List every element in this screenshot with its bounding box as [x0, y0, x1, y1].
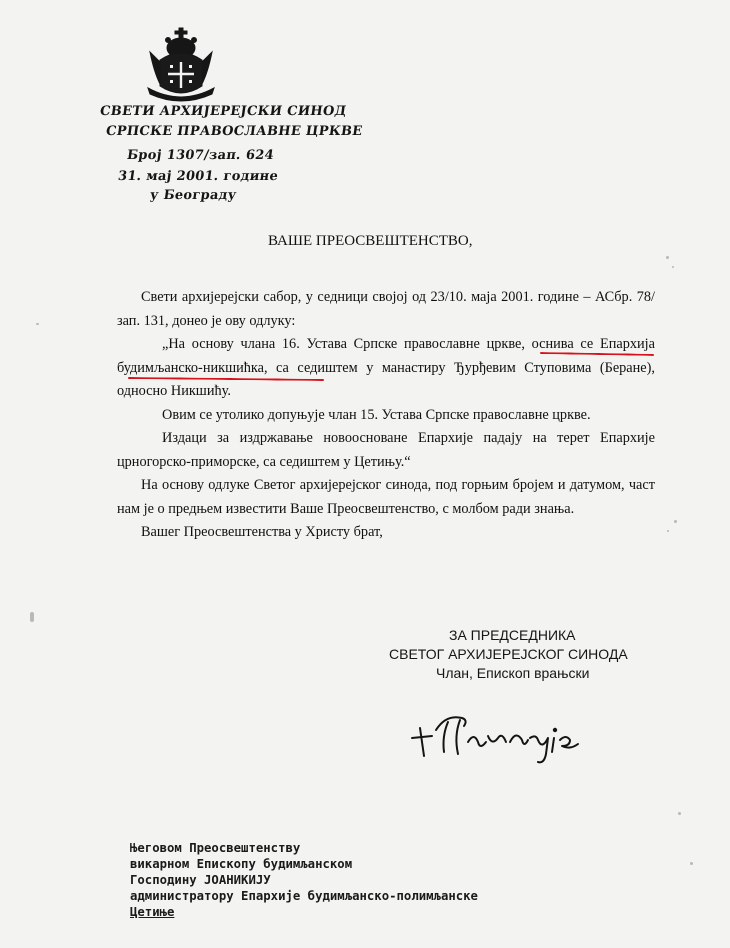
- document-number: Број 1307/зап. 624: [125, 148, 275, 163]
- addressee-line: викарном Епископу будимљанском: [130, 857, 353, 871]
- paragraph-notification: На основу одлуке Светог архијерејског синода, под горњим бројем и датумом, част нам је о предњем известити Ваше Преосвештенство, с молбом ради знања.: [117, 477, 655, 517]
- document-date: 31. мај 2001. године: [116, 169, 280, 184]
- paragraph-decision-quote: „На основу члана 16. Устава Српске православне цркве, оснива се Епархија будимљанско-никшићка, са седиштем у манастиру Ђурђевим Ступовима (Беране), односно Никшићу.: [117, 336, 655, 399]
- paragraph-expenses: Издаци за издржавање новоосноване Епархије падају на терет Епархије црногорско-приморске, са седиштем у Цетињу.“: [117, 430, 655, 470]
- addressee-line: администратору Епархије будимљанско-полимљанске: [130, 889, 478, 903]
- salutation: ВАШЕ ПРЕОСВЕШТЕНСТВО,: [268, 233, 473, 249]
- addressee-block: [130, 840, 600, 920]
- addressee-line: Његовом Преосвештенству: [130, 841, 301, 855]
- paragraph-amendment: Овим се утолико допуњује члан 15. Устава Српске православне цркве.: [162, 406, 591, 423]
- addressee-city: Цетиње: [130, 905, 175, 919]
- handwritten-signature: [398, 706, 608, 774]
- coat-of-arms-icon: [146, 26, 216, 102]
- paragraph-closing: Вашег Преосвештенства у Христу брат,: [141, 524, 383, 540]
- scan-speck: [30, 612, 34, 622]
- institution-subtitle: СРПСКЕ ПРАВОСЛАВНЕ ЦРКВЕ: [104, 124, 364, 139]
- scan-speck: [674, 520, 677, 523]
- letter-body: [117, 286, 655, 545]
- signatory-body: СВЕТОГ АРХИЈЕРЕЈСКОГ СИНОДА: [389, 646, 628, 662]
- institution-name: СВЕТИ АРХИЈЕРЕЈСКИ СИНОД: [98, 104, 348, 119]
- signatory-name: Члан, Епископ врањски: [436, 665, 590, 681]
- scan-speck: [672, 266, 674, 268]
- paragraph-decision-intro: Свети архијерејски сабор, у седници својој од 23/10. маја 2001. године – АСбр. 78/зап. 131, донео је ову одлуку:: [117, 289, 655, 329]
- addressee-line: Господину ЈОАНИКИЈУ: [130, 873, 271, 887]
- document-place: у Београду: [148, 188, 238, 203]
- scan-speck: [36, 323, 39, 325]
- scan-speck: [666, 256, 669, 259]
- scan-speck: [690, 862, 693, 865]
- signatory-title: ЗА ПРЕДСЕДНИКА: [449, 627, 576, 643]
- scan-speck: [678, 812, 681, 815]
- scan-speck: [667, 530, 669, 532]
